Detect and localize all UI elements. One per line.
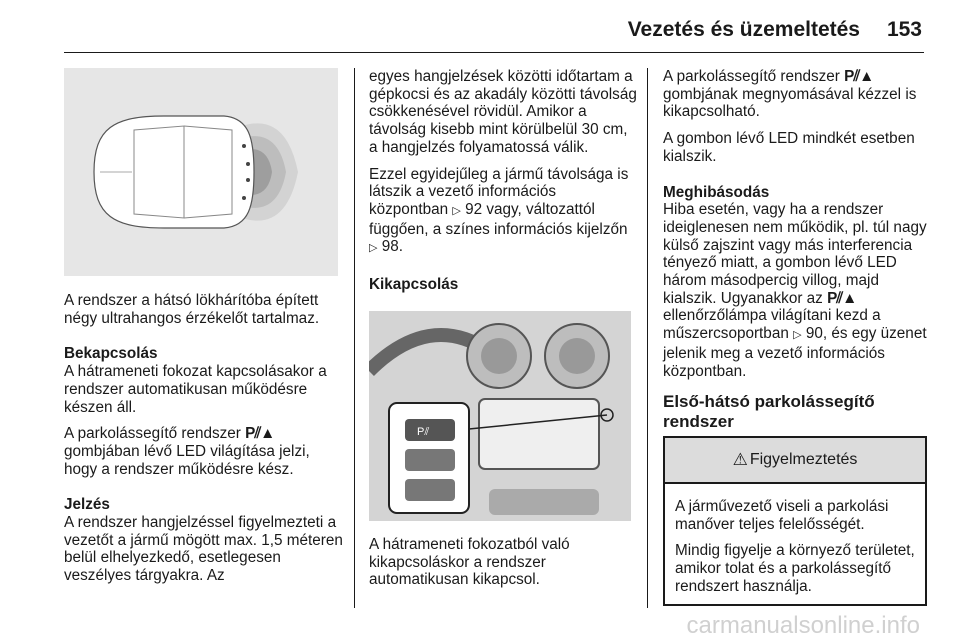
car-sensor-diagram [64,68,338,276]
led-off-paragraph: A gombon lévő LED mindkét esetben kialszik. [663,130,915,165]
watermark: carmanualsonline.info [686,612,920,639]
page-ref-90: 90 [805,325,823,343]
warning-header [665,438,925,484]
info-text-b: vagy, változattól függően, a színes információs kijelzőn [369,200,628,238]
car-top-view-illustration [64,68,338,276]
panel-button-3[interactable] [405,479,455,501]
off-heading: Kikapcsolás [369,276,459,294]
fault-text-c: , és egy üzenet jelenik meg a vezető információs központban. [663,325,927,380]
btn-text-a: A parkolássegítő rendszer [663,68,840,85]
warning-triangle-icon: ⚠ [732,450,748,469]
sensor-dot-2 [246,162,250,166]
park-assist-button[interactable] [405,419,455,441]
header-divider [64,52,924,53]
page-ref-98: 98 [381,238,399,256]
led-text-a: A parkolássegítő rendszer [64,425,241,443]
button-paragraph [663,68,929,121]
park-assist-icon: P⫽▲ [844,68,874,85]
column-1 [64,292,344,594]
dashboard-button-illustration [369,311,631,521]
fault-text-a: Hiba esetén, vagy ha a rendszer ideiglenesen nem működik, pl. túl nagy külső zajszint vagy más interferencia tényező miatt, a gombon lévő LED három másodpercig villog, majd kialszik. Ugyanakkor az [663,201,927,307]
off-paragraph: A hátrameneti fokozatból való kikapcsoláskor a rendszer automatikusan kikapcsol. [369,536,570,589]
info-paragraph: Ezzel egyidejűleg a jármű távolsága is látszik a vezető információs központban ▷ 92 vagy, változattól függően, a színes információs kijelzőn ▷ 98. [369,165,629,256]
signal-heading: Jelzés [64,496,110,514]
page-ref-arrow-icon: ▷ [793,329,802,342]
page-header-title: Vezetés és üzemeltetés [627,18,860,41]
dashboard-diagram [369,311,631,521]
park-assist-button-label: P⫽ [417,426,430,438]
sensor-dot-1 [242,144,246,148]
column-2 [369,68,637,303]
warning-paragraph-1: A járművezető viseli a parkolási manőver teljes felelősségét. [675,498,889,533]
continuation-paragraph: egyes hangjelzések közötti időtartam a gépkocsi és az akadály közötti távolság csökkenésével rövidül. Amikor a távolság kisebb mint körülbelül 30 cm, a hangjelzés folyamatossá válik. [369,68,637,156]
info-display-screen [479,399,599,469]
intro-paragraph: A rendszer a hátsó lökhárítóba épített négy ultrahangos érzékelőt tartalmaz. [64,292,320,327]
vent-left-center [481,338,517,374]
fault-text-b: ellenőrzőlámpa világítani kezd a műszercsoportban [663,307,881,343]
page-number: 153 [886,18,922,41]
column-2-bottom [369,536,637,598]
section-heading: Első-hátsó parkolássegítő rendszer [663,392,875,432]
on-paragraph: A hátrameneti fokozat kapcsolásakor a rendszer automatikusan működésre készen áll. [64,363,327,416]
column-divider-2 [647,68,648,608]
warning-title: Figyelmeztetés [749,451,858,468]
climate-controls [489,489,599,515]
panel-button-2[interactable] [405,449,455,471]
page-ref-arrow-icon: ▷ [452,204,461,217]
warning-box [663,436,927,606]
park-assist-icon: P⫽▲ [245,425,275,443]
column-3 [663,68,929,444]
warning-paragraph-2: Mindig figyelje a környező területet, amikor tolat és a parkolássegítő rendszert használja. [675,542,915,595]
vent-right-center [559,338,595,374]
fault-heading: Meghibásodás [663,183,770,201]
info-text-a: Ezzel egyidejűleg a jármű távolsága is látszik a vezető információs központban [369,165,629,218]
page-ref-arrow-icon: ▷ [369,242,378,255]
sensor-dot-4 [242,196,246,200]
warning-body [665,484,925,613]
page-ref-92: 92 [465,200,483,218]
fault-paragraph [663,201,929,380]
on-heading: Bekapcsolás [64,345,158,363]
led-text-b: gombjában lévő LED világítása jelzi, hogy a rendszer működésre kész. [64,442,310,478]
column-divider-1 [354,68,355,608]
btn-text-b: gombjának megnyomásával kézzel is kikapcsolható. [663,85,917,121]
led-paragraph [64,425,344,478]
signal-paragraph: A rendszer hangjelzéssel figyelmezteti a vezetőt a jármű mögött max. 1,5 méteren belül elhelyezkedő, esetlegesen veszélyes tárgyakra. Az [64,514,343,585]
park-assist-icon: P⫽▲ [827,289,857,307]
sensor-dot-3 [246,178,250,182]
